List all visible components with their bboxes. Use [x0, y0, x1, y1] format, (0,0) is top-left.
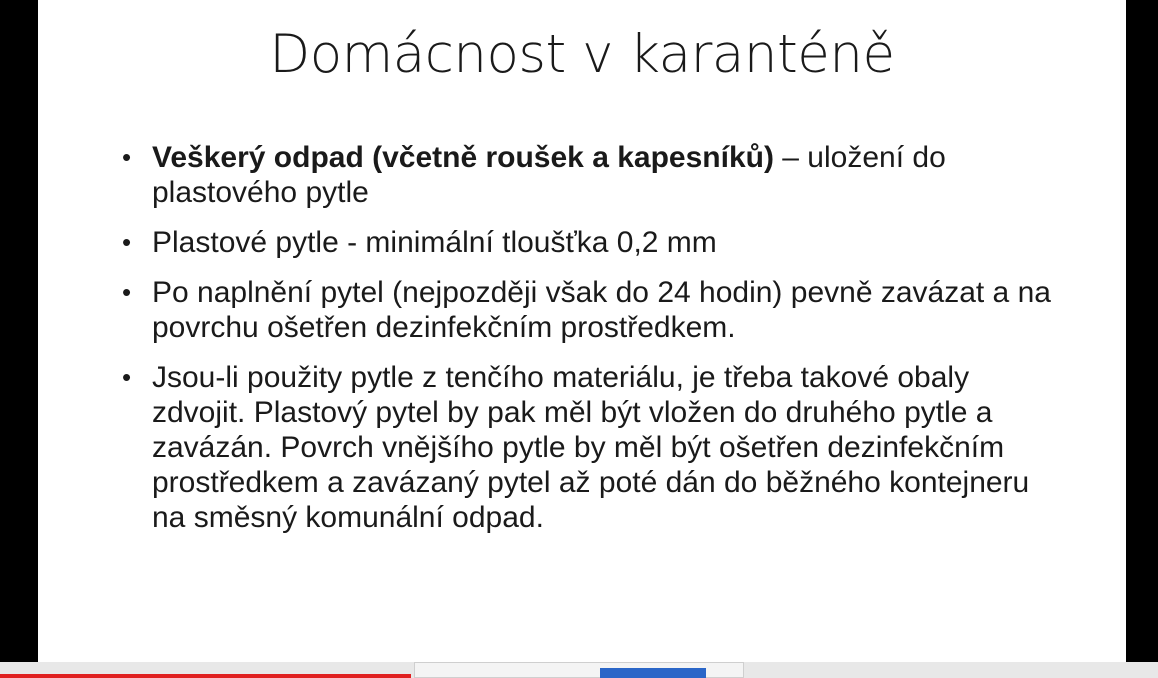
preview-thumbnail-accent: [600, 668, 706, 678]
bullet-glyph: •: [122, 277, 132, 307]
bullet-2-text: Plastové pytle - minimální tloušťka 0,2 mm: [152, 226, 717, 259]
bullet-item-3: [122, 275, 1052, 345]
bullet-1-text: – uložení do plastového pytle: [152, 141, 946, 209]
bullet-glyph: •: [122, 362, 132, 392]
presentation-slide: [38, 0, 1126, 678]
slide-title: Domácnost v karanténě: [269, 24, 895, 85]
bullet-item-1: [122, 140, 1052, 210]
bullet-glyph: •: [122, 227, 132, 257]
bullet-4-text: Jsou-li použity pytle z tenčího materiálu, je třeba takové obaly zdvojit. Plastový pytel by pak měl být vložen do druhého pytle a zavázán. Povrch vnějšího pytle by měl být ošetřen dezinfekčním prostředkem a zavázaný pytel až poté dán do běžného kontejneru na směsný komunální odpad.: [152, 361, 1030, 534]
bullet-1-bold-text: Veškerý odpad (včetně roušek a kapesníků): [152, 141, 774, 174]
bullet-item-2: [122, 225, 1052, 260]
bullet-glyph: •: [122, 142, 132, 172]
bullet-list: [122, 140, 1052, 550]
bullet-item-4: [122, 360, 1052, 535]
bullet-3-text: Po naplnění pytel (nejpozději však do 24 hodin) pevně zavázat a na povrchu ošetřen dezinfekčním prostředkem.: [152, 276, 1051, 344]
video-progress-bar[interactable]: [0, 674, 411, 678]
